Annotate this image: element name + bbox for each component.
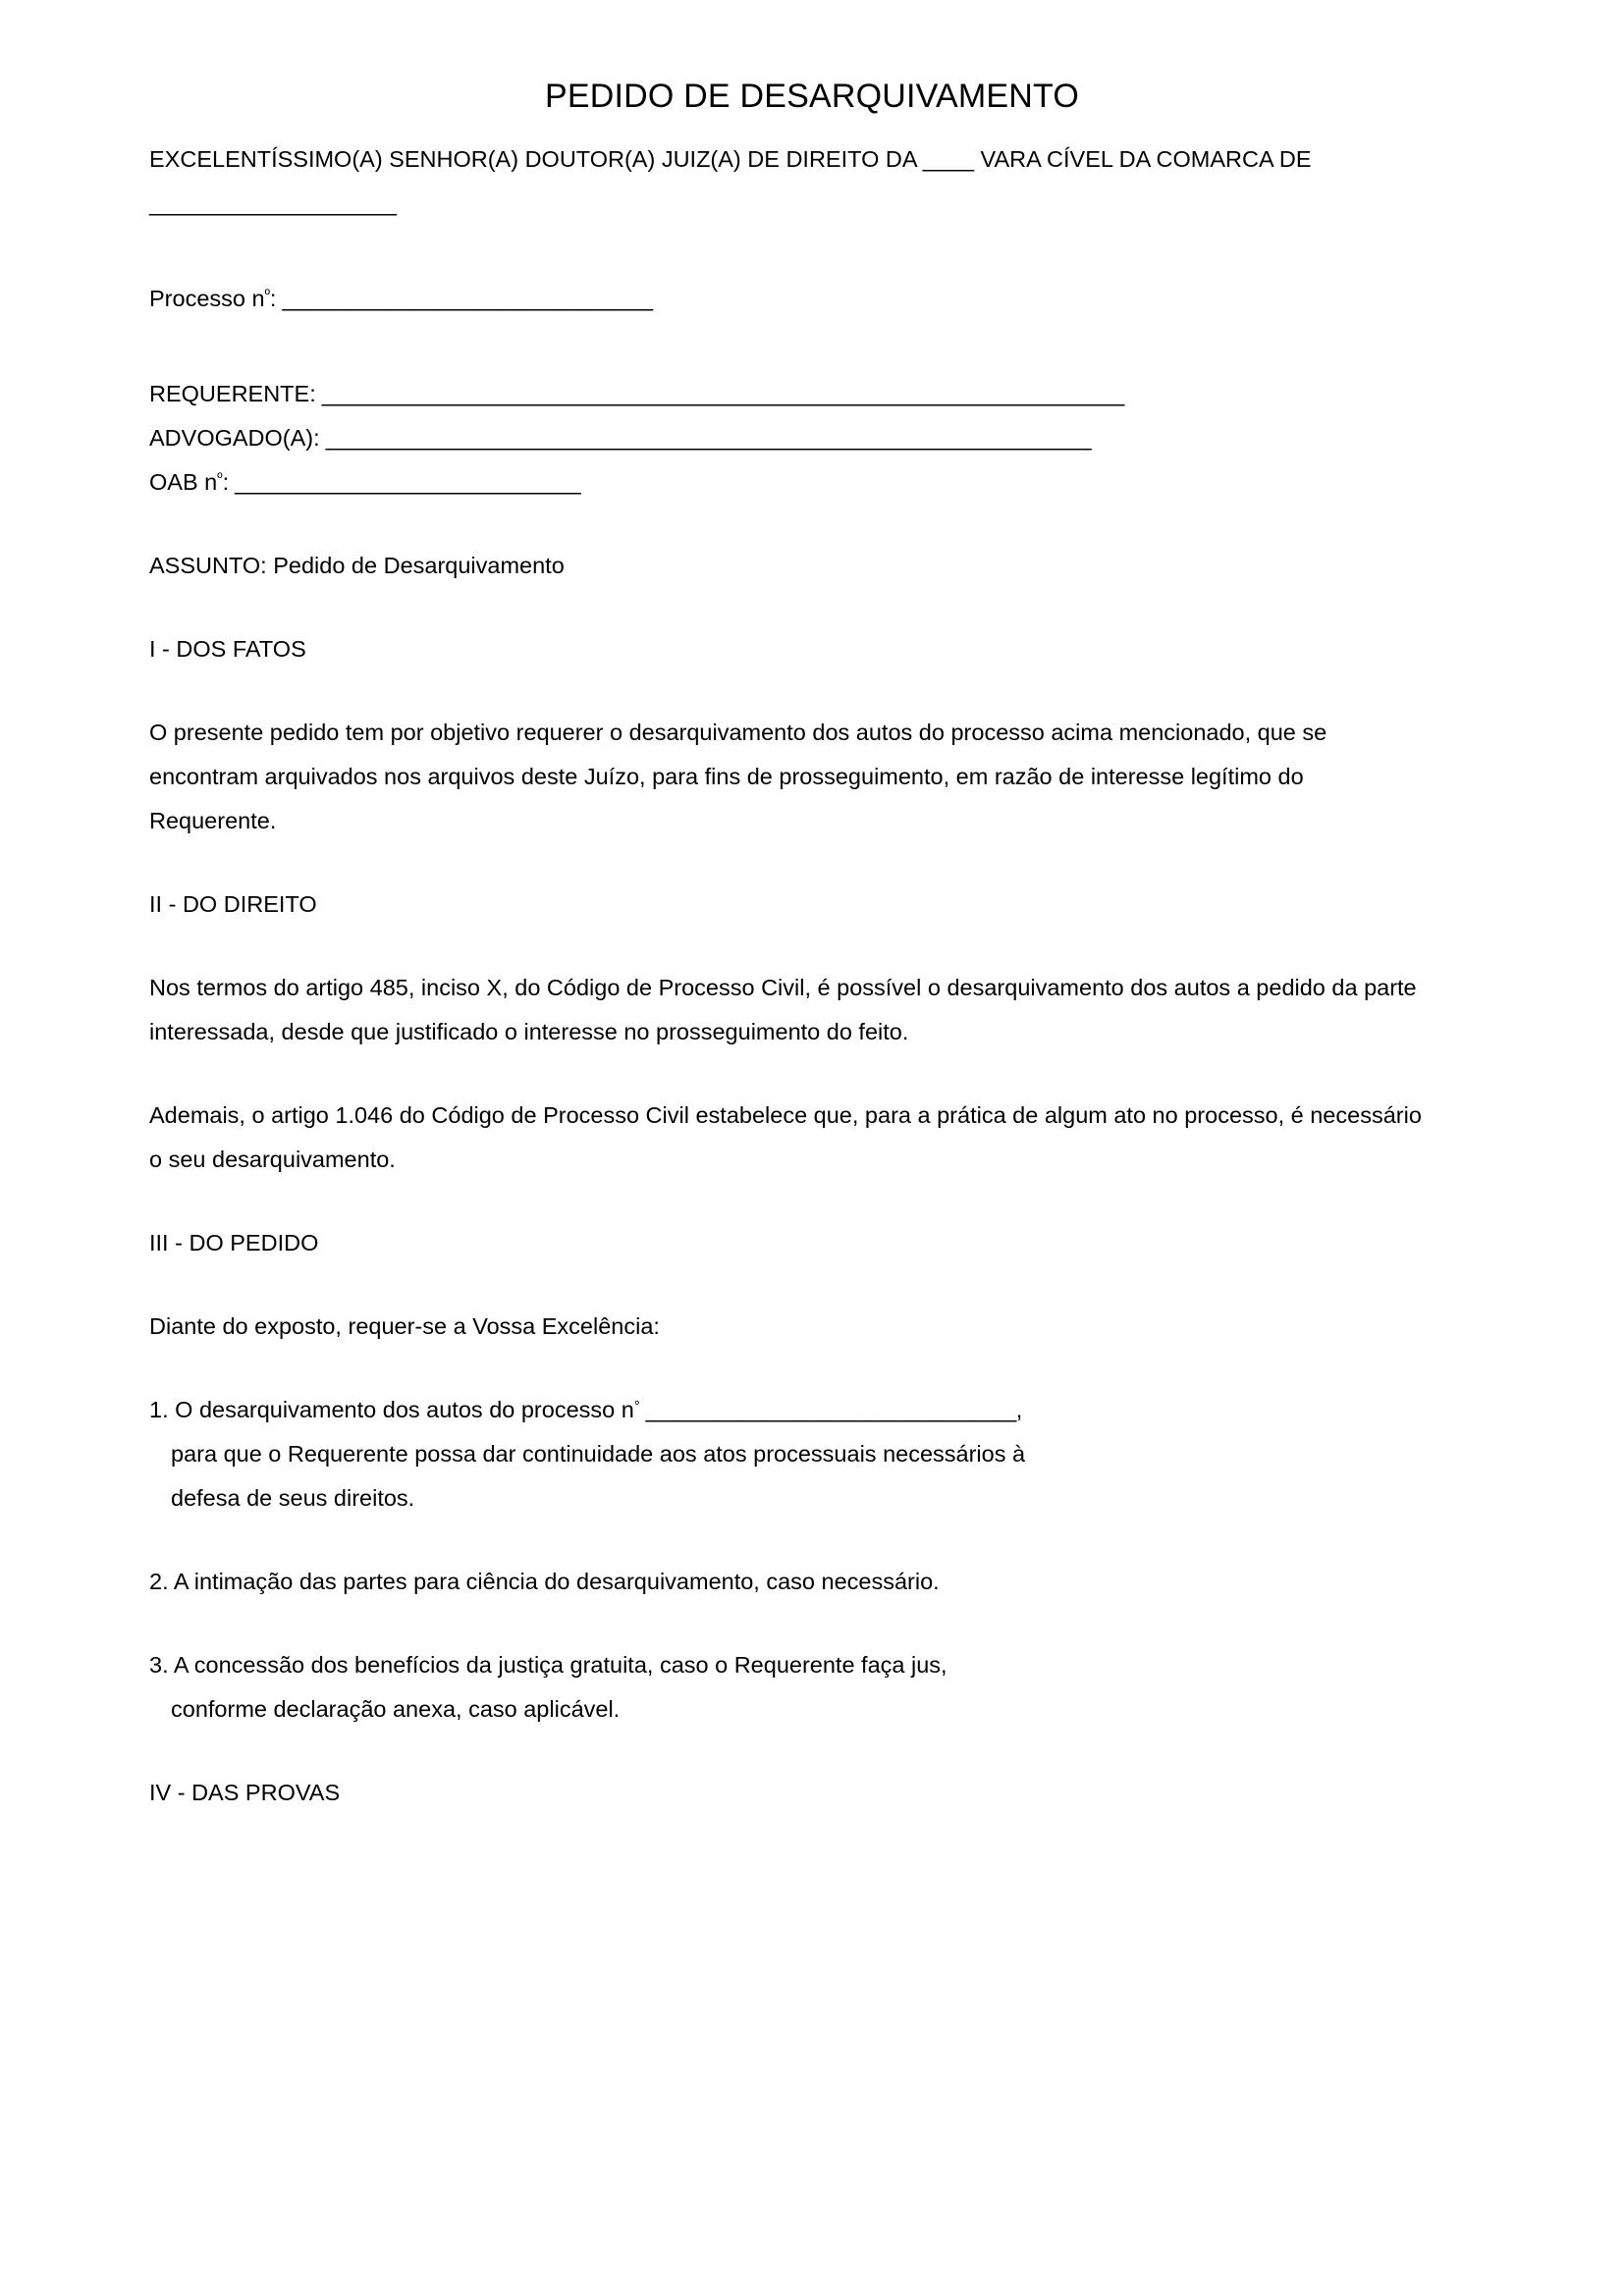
- paragraph-pedido-intro: Diante do exposto, requer-se a Vossa Excelência:: [149, 1313, 660, 1339]
- oab-separator: :: [222, 469, 230, 495]
- page-title: PEDIDO DE DESARQUIVAMENTO: [544, 78, 1080, 115]
- list-item-continuation: para que o Requerente possa dar continuidade aos atos processuais necessários à: [171, 1441, 1026, 1467]
- spacer: [149, 671, 1477, 711]
- processo-line: [149, 277, 1477, 321]
- list-item-text: A concessão dos benefícios da justiça gratuita, caso o Requerente faça jus,: [168, 1652, 947, 1678]
- list-item-continuation: conforme declaração anexa, caso aplicável.: [171, 1696, 621, 1722]
- advogado-blank: ______________________________________________________________: [319, 425, 1092, 451]
- list-item: [149, 1388, 1416, 1521]
- assunto-line: ASSUNTO: Pedido de Desarquivamento: [149, 553, 565, 578]
- processo-number-blank: ______________________________: [276, 286, 653, 311]
- list-item: [149, 1643, 1416, 1732]
- section-heading-pedido: III - DO PEDIDO: [149, 1230, 319, 1255]
- paragraph-direito-2: Ademais, o artigo 1.046 do Código de Processo Civil estabelece que, para a prática de algum ato no processo, é necessário o seu desarquivamento.: [149, 1102, 1422, 1172]
- list-item-text-after: ,: [1015, 1397, 1023, 1422]
- advogado-line: [149, 416, 1477, 460]
- spacer: [149, 927, 1477, 966]
- addressee-block: [149, 137, 1455, 226]
- ordinal-indicator-icon: °: [633, 1399, 640, 1415]
- spacer: [149, 321, 1477, 372]
- list-item: [149, 1560, 1416, 1604]
- spacer: [149, 1182, 1477, 1221]
- processo-separator: :: [269, 286, 277, 311]
- processo-label: Processo n: [149, 286, 265, 311]
- oab-line: [149, 460, 1477, 505]
- spacer: [149, 505, 1477, 544]
- list-item-processo-blank: ______________________________: [639, 1397, 1016, 1422]
- spacer: [149, 1349, 1477, 1388]
- spacer: [149, 843, 1477, 882]
- section-heading-fatos: I - DOS FATOS: [149, 636, 306, 662]
- spacer: [149, 1732, 1477, 1771]
- document-body: [149, 137, 1477, 1815]
- requerente-line: [149, 372, 1477, 416]
- requerente-label: REQUERENTE:: [149, 381, 316, 406]
- list-item-text: A intimação das partes para ciência do desarquivamento, caso necessário.: [168, 1569, 940, 1594]
- addressee-line-1: EXCELENTÍSSIMO(A) SENHOR(A) DOUTOR(A) JUIZ(A) DE DIREITO DA ____ VARA CÍVEL DA COMARCA DE: [149, 146, 1312, 172]
- ordinal-indicator-icon: º: [217, 471, 223, 488]
- oab-number-blank: ____________________________: [229, 469, 581, 495]
- list-item-number: 1.: [149, 1397, 169, 1422]
- ordinal-indicator-icon: º: [264, 288, 270, 304]
- section-heading-direito: II - DO DIREITO: [149, 891, 317, 917]
- spacer: [149, 1265, 1477, 1305]
- list-item-number: 3.: [149, 1652, 169, 1678]
- spacer: [149, 1521, 1477, 1560]
- spacer: [149, 1054, 1477, 1094]
- list-item-text: O desarquivamento dos autos do processo n: [168, 1397, 634, 1422]
- list-item-continuation: defesa de seus direitos.: [171, 1485, 415, 1511]
- addressee-comarca-blank: ____________________: [149, 190, 397, 216]
- list-item-number: 2.: [149, 1569, 169, 1594]
- spacer: [149, 588, 1477, 627]
- spacer: [149, 226, 1477, 277]
- advogado-label: ADVOGADO(A):: [149, 425, 320, 451]
- section-heading-provas: IV - DAS PROVAS: [149, 1780, 341, 1805]
- paragraph-fatos: O presente pedido tem por objetivo requerer o desarquivamento dos autos do processo acima mencionado, que se encontram arquivados nos arquivos deste Juízo, para fins de prosseguimento, em razão de interesse legítimo do Requerente.: [149, 720, 1327, 833]
- oab-label: OAB n: [149, 469, 218, 495]
- paragraph-direito-1: Nos termos do artigo 485, inciso X, do Código de Processo Civil, é possível o desarquivamento dos autos a pedido da parte interessada, desde que justificado o interesse no prosseguimento do feito.: [149, 975, 1417, 1044]
- requerente-blank: _________________________________________________________________: [315, 381, 1124, 406]
- spacer: [149, 1604, 1477, 1643]
